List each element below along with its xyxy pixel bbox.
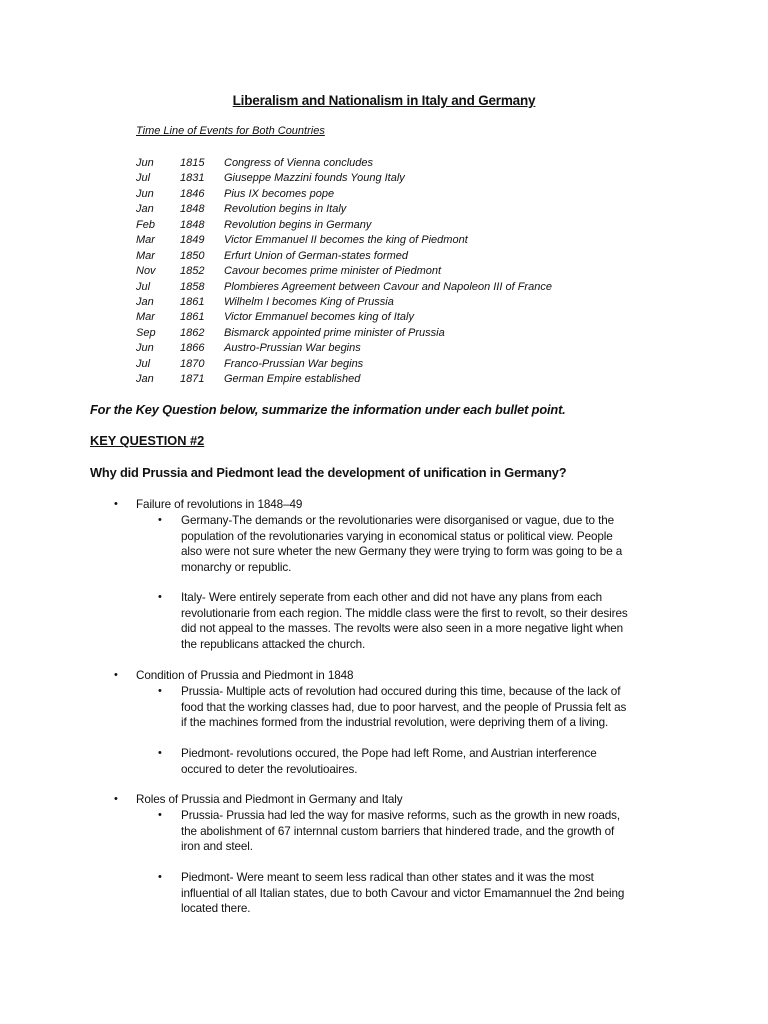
outline-line: the republicans attacked the church. — [181, 637, 366, 651]
timeline-event: German Empire established — [224, 373, 361, 386]
outline-heading: Condition of Prussia and Piedmont in 1848 — [136, 669, 354, 682]
timeline-year: 1871 — [180, 373, 205, 386]
timeline-row — [136, 233, 552, 248]
bullet-icon: • — [158, 514, 162, 526]
timeline-year: 1848 — [180, 203, 205, 216]
timeline-year: 1861 — [180, 311, 205, 324]
timeline-event: Revolution begins in Italy — [224, 203, 347, 216]
timeline-month: Jun — [136, 187, 154, 200]
timeline-year: 1870 — [180, 357, 205, 370]
timeline-year: 1848 — [180, 218, 205, 231]
timeline-month: Jan — [136, 373, 154, 386]
outline-item — [181, 513, 681, 575]
timeline-year: 1849 — [180, 234, 205, 247]
outline-line: Piedmont- revolutions occured, the Pope had left Rome, and Austrian interference — [181, 747, 597, 760]
outline-line: influential of all Italian states, due to both Cavour and victor Emamannuel the 2nd being — [181, 886, 625, 900]
bullet-icon: • — [158, 591, 162, 603]
outline-line: food that the working classes had, due to poor harvest, and the people of Prussia felt as — [181, 700, 627, 714]
outline-line: did not appeal to the masses. The revolts were also seen in a more negative light when — [181, 622, 624, 635]
timeline-month: Jan — [136, 295, 154, 308]
timeline-row — [136, 326, 552, 341]
outline-item — [181, 808, 681, 855]
timeline-year: 1858 — [180, 280, 205, 293]
timeline-row — [136, 280, 552, 295]
timeline-year: 1862 — [180, 326, 205, 339]
timeline-row — [136, 187, 552, 202]
bullet-icon: • — [114, 669, 118, 681]
bullet-icon: • — [158, 871, 162, 883]
outline-line: iron and steel. — [181, 840, 253, 853]
outline-line: Prussia- Prussia had led the way for masive reforms, such as the growth in new roads, — [181, 809, 621, 822]
timeline-month: Jul — [136, 280, 151, 293]
timeline-event: Revolution begins in Germany — [224, 218, 372, 231]
timeline-month: Mar — [136, 311, 155, 324]
outline-line: occured to deter the revolutioaires. — [181, 762, 358, 776]
timeline-event: Austro-Prussian War begins — [224, 342, 361, 355]
timeline-row — [136, 341, 552, 356]
timeline-row — [136, 249, 552, 264]
timeline-month: Jul — [136, 357, 151, 370]
outline-line: if the machines formed from the industrial revolution, were depriving them of a living. — [181, 716, 609, 729]
outline-line: population of the revolutionaries varying in economical status or political view. People — [181, 529, 613, 543]
outline-line: monarchy or republic. — [181, 560, 292, 574]
timeline-year: 1861 — [180, 295, 205, 308]
timeline-event: Pius IX becomes pope — [224, 187, 335, 200]
outline-item — [181, 684, 681, 731]
timeline-year: 1815 — [180, 157, 205, 169]
timeline-heading: Time Line of Events for Both Countries — [136, 125, 325, 137]
outline-line: the abolishment of 67 internnal custom barriers that hindered trade, and the growth of — [181, 824, 615, 838]
timeline-row — [136, 357, 552, 372]
timeline-month: Mar — [136, 234, 155, 247]
timeline-row — [136, 218, 552, 233]
timeline-event: Victor Emmanuel II becomes the king of Piedmont — [224, 234, 468, 247]
timeline-event: Cavour becomes prime minister of Piedmont — [224, 265, 442, 278]
bullet-icon: • — [158, 809, 162, 821]
timeline-row — [136, 264, 552, 279]
timeline-month: Sep — [136, 326, 156, 339]
timeline-event: Plombieres Agreement between Cavour and Napoleon III of France — [224, 280, 552, 293]
timeline-month: Jan — [136, 203, 154, 216]
timeline-event: Erfurt Union of German-states formed — [224, 249, 409, 262]
timeline-month: Jul — [136, 172, 151, 185]
outline-heading: Roles of Prussia and Piedmont in Germany and Italy — [136, 793, 403, 806]
timeline-row — [136, 156, 552, 171]
timeline-month: Feb — [136, 218, 155, 231]
timeline-year: 1831 — [180, 172, 205, 185]
timeline-year: 1846 — [180, 187, 205, 200]
timeline-row — [136, 295, 552, 310]
timeline-event: Franco-Prussian War begins — [224, 357, 364, 370]
timeline-year: 1850 — [180, 249, 205, 262]
timeline-month: Mar — [136, 249, 155, 262]
timeline-table — [136, 156, 552, 388]
outline-line: Piedmont- Were meant to seem less radical than other states and it was the most — [181, 871, 594, 884]
timeline-event: Bismarck appointed prime minister of Prussia — [224, 326, 445, 339]
outline-item — [181, 870, 681, 917]
timeline-row — [136, 310, 552, 325]
key-question-label: KEY QUESTION #2 — [90, 433, 205, 448]
timeline-year: 1852 — [180, 265, 205, 278]
bullet-icon: • — [158, 747, 162, 759]
instruction-text: For the Key Question below, summarize the information under each bullet point. — [90, 402, 566, 417]
timeline-event: Giuseppe Mazzini founds Young Italy — [224, 172, 405, 185]
outline-line: located there. — [181, 902, 251, 915]
key-question-text: Why did Prussia and Piedmont lead the development of unification in Germany? — [90, 465, 567, 480]
timeline-row — [136, 202, 552, 217]
timeline-row — [136, 171, 552, 186]
outline-heading: Failure of revolutions in 1848–49 — [136, 498, 303, 511]
timeline-event: Wilhelm I becomes King of Prussia — [224, 295, 394, 308]
bullet-icon: • — [114, 498, 118, 510]
outline-line: Italy- Were entirely seperate from each other and did not have any plans from each — [181, 591, 603, 604]
outline-item — [181, 590, 681, 652]
outline-item — [181, 746, 681, 777]
timeline-event: Congress of Vienna concludes — [224, 157, 374, 169]
bullet-icon: • — [114, 793, 118, 805]
outline-line: revolutionarie from each region. The middle class were the first to revolt, so their desires — [181, 606, 628, 620]
timeline-event: Victor Emmanuel becomes king of Italy — [224, 311, 414, 324]
bullet-icon: • — [158, 685, 162, 697]
timeline-month: Jun — [136, 157, 154, 169]
outline-line: also were not sure wheter the new Germany they were trying to form was going to be a — [181, 545, 623, 558]
document-title: Liberalism and Nationalism in Italy and Germany — [232, 93, 536, 108]
outline-line: Prussia- Multiple acts of revolution had occured during this time, because of the lack of — [181, 685, 621, 698]
timeline-row — [136, 372, 552, 387]
timeline-month: Nov — [136, 265, 156, 278]
outline-line: Germany-The demands or the revolutionaries were disorganised or vague, due to the — [181, 514, 615, 527]
timeline-year: 1866 — [180, 342, 205, 355]
timeline-month: Jun — [136, 342, 154, 355]
